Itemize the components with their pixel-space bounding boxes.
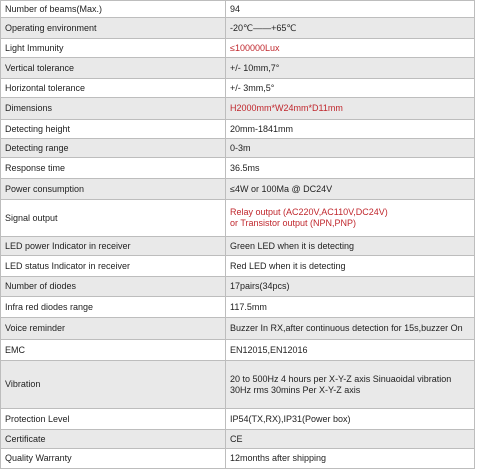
spec-label: Vertical tolerance xyxy=(1,58,226,79)
spec-label: Operating environment xyxy=(1,18,226,39)
spec-row xyxy=(1,158,475,179)
spec-label: Response time xyxy=(1,158,226,179)
spec-value-line: 20 to 500Hz 4 hours per X-Y-Z axis Sinuaoidal vibration xyxy=(230,373,452,384)
spec-value-line: Green LED when it is detecting xyxy=(230,240,355,251)
spec-label: EMC xyxy=(1,340,226,361)
spec-value-line: 117.5mm xyxy=(230,301,267,312)
spec-label: Protection Level xyxy=(1,409,226,430)
spec-label: LED power Indicator in receiver xyxy=(1,237,226,256)
spec-value-line: 0-3m xyxy=(230,142,251,153)
spec-label: Power consumption xyxy=(1,179,226,200)
spec-value-line: -20℃——+65℃ xyxy=(230,22,297,33)
spec-value xyxy=(226,430,475,449)
spec-value xyxy=(226,256,475,277)
spec-label: Detecting range xyxy=(1,139,226,158)
spec-value-line: EN12015,EN12016 xyxy=(230,344,308,355)
spec-value xyxy=(226,361,475,409)
spec-value-line: CE xyxy=(230,433,243,444)
spec-value xyxy=(226,200,475,237)
spec-row xyxy=(1,179,475,200)
spec-value-line: ≤4W or 100Ma @ DC24V xyxy=(230,183,333,194)
spec-value xyxy=(226,277,475,297)
spec-value xyxy=(226,340,475,361)
spec-row xyxy=(1,39,475,58)
spec-row xyxy=(1,1,475,18)
spec-label: Voice reminder xyxy=(1,318,226,340)
spec-label: Certificate xyxy=(1,430,226,449)
spec-value xyxy=(226,58,475,79)
spec-value xyxy=(226,139,475,158)
spec-row xyxy=(1,139,475,158)
spec-row xyxy=(1,58,475,79)
spec-value-line: +/- 10mm,7° xyxy=(230,62,280,73)
spec-row xyxy=(1,120,475,139)
spec-table-body xyxy=(1,1,475,469)
spec-value-line: H2000mm*W24mm*D11mm xyxy=(230,103,343,113)
spec-row xyxy=(1,449,475,469)
spec-label: Number of beams(Max.) xyxy=(1,1,226,18)
spec-row xyxy=(1,318,475,340)
spec-value xyxy=(226,158,475,179)
spec-label: Horizontal tolerance xyxy=(1,79,226,98)
spec-value xyxy=(226,179,475,200)
spec-row xyxy=(1,277,475,297)
spec-value xyxy=(226,98,475,120)
spec-value xyxy=(226,449,475,469)
spec-value-line: Relay output (AC220V,AC110V,DC24V) xyxy=(230,207,388,217)
spec-value-line: ≤100000Lux xyxy=(230,42,280,53)
spec-row xyxy=(1,340,475,361)
spec-value-line: Buzzer In RX,after continuous detection for 15s,buzzer On xyxy=(230,323,463,333)
spec-value xyxy=(226,297,475,318)
spec-value xyxy=(226,39,475,58)
spec-value xyxy=(226,318,475,340)
spec-row xyxy=(1,430,475,449)
spec-row xyxy=(1,98,475,120)
spec-label: Quality Warranty xyxy=(1,449,226,469)
spec-label: Detecting height xyxy=(1,120,226,139)
spec-label: Dimensions xyxy=(1,98,226,120)
spec-value-line: 12months after shipping xyxy=(230,453,327,463)
spec-row xyxy=(1,409,475,430)
spec-value xyxy=(226,1,475,18)
spec-label: Signal output xyxy=(1,200,226,237)
spec-value-line: or Transistor output (NPN,PNP) xyxy=(230,218,357,228)
spec-row xyxy=(1,297,475,318)
spec-value xyxy=(226,237,475,256)
spec-label: Number of diodes xyxy=(1,277,226,297)
spec-label: Light Immunity xyxy=(1,39,226,58)
spec-value-line: Red LED when it is detecting xyxy=(230,260,346,271)
spec-value-line: +/- 3mm,5° xyxy=(230,82,275,93)
spec-label: Vibration xyxy=(1,361,226,409)
spec-value xyxy=(226,18,475,39)
spec-value-line: 17pairs(34pcs) xyxy=(230,281,290,291)
spec-row xyxy=(1,256,475,277)
spec-row xyxy=(1,200,475,237)
spec-value xyxy=(226,120,475,139)
spec-label: LED status Indicator in receiver xyxy=(1,256,226,277)
spec-value-line: 36.5ms xyxy=(230,162,260,173)
spec-row xyxy=(1,18,475,39)
spec-value-line: 94 xyxy=(230,3,241,14)
spec-value-line: IP54(TX,RX),IP31(Power box) xyxy=(230,413,351,424)
spec-value-line: 30Hz rms 30mins Per X-Y-Z axis xyxy=(230,384,361,395)
spec-value xyxy=(226,409,475,430)
spec-label: Infra red diodes range xyxy=(1,297,226,318)
spec-value-line: 20mm-1841mm xyxy=(230,123,294,134)
spec-row xyxy=(1,361,475,409)
spec-row xyxy=(1,79,475,98)
spec-row xyxy=(1,237,475,256)
spec-value xyxy=(226,79,475,98)
